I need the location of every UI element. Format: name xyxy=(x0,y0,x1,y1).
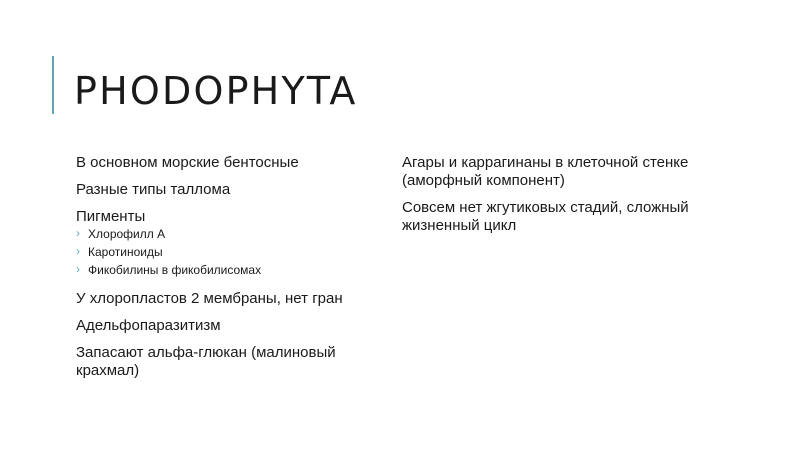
chevron-right-icon: › xyxy=(76,244,80,258)
text-item-pigments: Пигменты xyxy=(76,208,146,225)
pigment-chlorophyll-a: Хлорофилл А xyxy=(88,227,166,241)
right-column xyxy=(402,154,722,244)
list-item xyxy=(76,228,376,241)
chevron-right-icon: › xyxy=(76,262,80,276)
text-item-adelphoparasitism: Адельфопаразитизм xyxy=(76,317,221,334)
text-item-marine-benthic: В основном морские бентосные xyxy=(76,154,299,171)
text-item-floridean-starch: Запасают альфа-глюкан (малиновый крахмал) xyxy=(76,344,336,379)
pigment-carotenoids: Каротиноиды xyxy=(88,245,163,259)
list-item xyxy=(76,246,376,259)
slide-title: PHODOPHYTA xyxy=(74,69,358,113)
left-column xyxy=(76,154,376,389)
title-accent-bar xyxy=(52,56,54,114)
list-item xyxy=(76,264,376,277)
text-item-no-flagellate-stages: Совсем нет жгутиковых стадий, сложный жизненный цикл xyxy=(402,199,689,234)
chevron-right-icon: › xyxy=(76,226,80,240)
text-item-chloroplast-membranes: У хлоропластов 2 мембраны, нет гран xyxy=(76,290,343,307)
text-item-agar-carrageenan: Агары и каррагинаны в клеточной стенке (аморфный компонент) xyxy=(402,154,689,189)
pigments-list xyxy=(76,228,376,277)
text-item-thallus-types: Разные типы таллома xyxy=(76,181,231,198)
pigment-phycobilins: Фикобилины в фикобилисомах xyxy=(88,263,262,277)
